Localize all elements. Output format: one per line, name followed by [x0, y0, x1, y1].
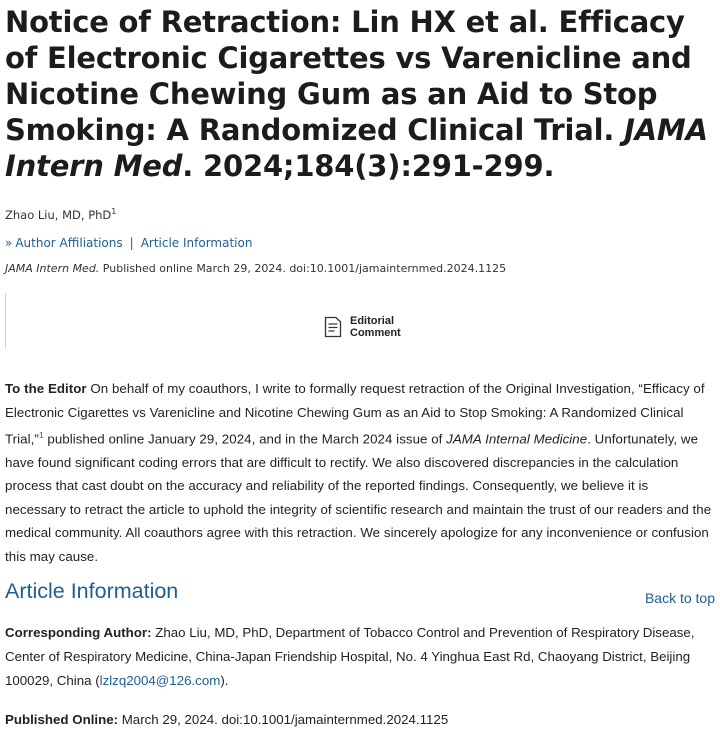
published-online-label: Published Online: — [5, 712, 119, 727]
comment-label: Comment — [350, 327, 401, 339]
author-affiliations-link[interactable]: Author Affiliations — [15, 236, 123, 250]
email-link[interactable]: lzlzq2004@126.com — [99, 673, 221, 688]
letter-body — [5, 377, 713, 568]
title-citation-tail: . 2024;184(3):291-299. — [182, 149, 555, 183]
editorial-comment-box — [5, 293, 710, 349]
article-information-heading: Article Information — [5, 579, 179, 603]
author-line — [5, 207, 116, 222]
published-online-text: March 29, 2024. doi:10.1001/jamainternmed.2024.1125 — [118, 712, 449, 727]
corresponding-author — [5, 621, 715, 693]
editorial-label: Editorial — [350, 315, 395, 327]
corresponding-author-label: Corresponding Author: — [5, 625, 152, 640]
link-separator: | — [129, 236, 134, 250]
title-journal-name: JAMA Intern Med — [5, 113, 708, 183]
back-to-top-link[interactable]: Back to top — [644, 590, 715, 606]
title-main-text: Notice of Retraction: Lin HX et al. Efficacy of Electronic Cigarettes vs Varenicline and Nicotine Chewing Gum as an Aid to Stop Smoking: A Randomized Clinical Trial. — [5, 5, 692, 147]
editorial-comment-button[interactable] — [324, 315, 401, 339]
letter-text-2: published online January 29, 2024, and in the March 2024 issue of — [43, 431, 447, 447]
letter-text-1: On behalf of my coauthors, I write to formally request retraction of the Original Investigation, “Efficacy of Electronic Cigarettes vs Varenicline and Nicotine Chewing Gum as an Aid to Stop Smoking: A Randomized Clinical Trial,” — [5, 381, 705, 447]
author-name[interactable]: Zhao Liu, MD, PhD — [5, 207, 112, 222]
letter-journal-name: JAMA Internal Medicine — [446, 431, 588, 447]
citation-text: Published online March 29, 2024. doi:10.1001/jamainternmed.2024.1125 — [99, 262, 507, 275]
citation-line — [5, 262, 506, 275]
reference-1-link[interactable]: 1 — [38, 430, 44, 440]
article-links — [5, 236, 252, 250]
corresponding-author-text: Zhao Liu, MD, PhD, Department of Tobacco Control and Prevention of Respiratory Disease, Center of Respiratory Medicine, China-Japan Friendship Hospital, No. 4 Yinghua East Rd, Chaoyang District, Beijing 100029, China ( — [5, 625, 695, 688]
letter-lead: To the Editor — [5, 381, 87, 396]
chevron-right-icon: » — [5, 236, 13, 250]
document-icon — [324, 316, 342, 338]
article-information-link[interactable]: Article Information — [140, 236, 253, 250]
corresponding-author-end: ). — [220, 673, 229, 688]
letter-text-3: . Unfortunately, we have found significant coding errors that are difficult to rectify. We also discovered discrepancies in the calculation process that cast doubt on the accuracy and reliability of the reported findings. Consequently, we believe it is necessary to retract the article to uphold the integrity of scientific research and maintain the trust of our readers and the medical community. All coauthors agree with this retraction. We sincerely apologize for any inconvenience or confusion this may cause. — [5, 431, 712, 564]
article-title — [5, 4, 717, 184]
author-affiliation-ref[interactable]: 1 — [111, 207, 117, 216]
citation-journal: JAMA Intern Med. — [5, 262, 100, 275]
